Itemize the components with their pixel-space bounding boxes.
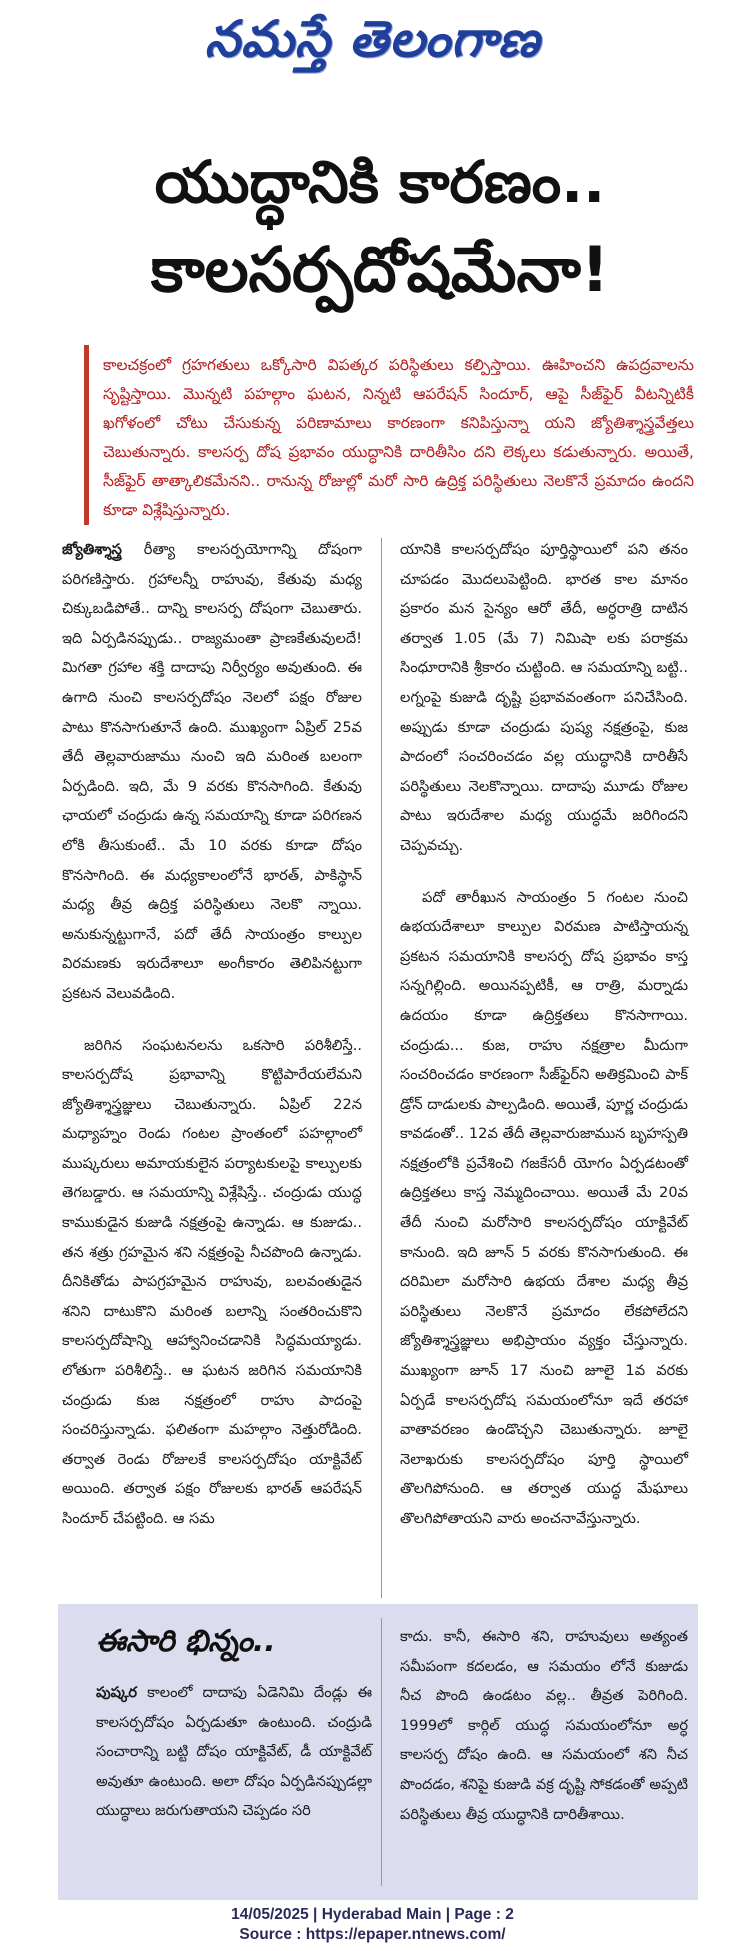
left-paragraph-1: [62, 535, 362, 1009]
box-left-body: కాలంలో దాదాపు ఏడెనిమి దేండ్లు ఈ కాలసర్పదోషం ఏర్పడుతూ ఉంటుంది. చంద్రుడి సంచారాన్ని బట్టి దోషం యాక్టివేట్, డీ యాక్టివేట్ అవుతూ ఉంటుంది. అలా దోషం ఏర్పడినప్పుడల్లా యుద్ధాలు జరుగుతాయని చెప్పడం సరి: [96, 1684, 372, 1820]
footer-date-edition: 14/05/2025 | Hyderabad Main | Page : 2: [231, 1906, 514, 1923]
lead-word: జ్యోతిశ్శాస్త్ర: [62, 541, 122, 558]
column-divider: [381, 538, 382, 1598]
footer-source: Source : https://epaper.ntnews.com/: [239, 1926, 506, 1943]
left-paragraph-2: జరిగిన సంఘటనలను ఒకసారి పరిశీలిస్తే.. కాలసర్పదోష ప్రభావాన్ని కొట్టిపారేయలేమని జ్యోతిశ్శాస్త్రజ్ఞులు చెబుతున్నారు. ఏప్రిల్ 22న మధ్యాహ్నం రెండు గంటల ప్రాంతంలో పహల్గాంలో ముష్కరులు అమాయకులైన పర్యాటకులపై కాల్పులకు తెగబడ్డారు. ఆ సమయాన్ని విశ్లేషిస్తే.. చంద్రుడు యుద్ధ కాముకుడైన కుజుడి నక్షత్రంపై ఉన్నాడు. ఆ కుజుడు.. తన శత్రు గ్రహమైన శని నక్షత్రంపై నీచపొంది ఉన్నాడు. దీనికితోడు పాపగ్రహమైన రాహువు, బలవంతుడైన శనిని దాటుకొని మరింత బలాన్ని సంతరించుకొని కాలసర్పదోషాన్ని ఆహ్వానించడానికి సిద్ధమయ్యాడు. లోతుగా పరిశీలిస్తే.. ఆ ఘటన జరిగిన సమయానికి చంద్రుడు కుజ నక్షత్రంలో రాహు పాదంపై సంచరిస్తున్నాడు. ఫలితంగా మహల్గాం నెత్తురోడింది. తర్వాత రెండు రోజులకే కాలసర్పదోషం యాక్టివేట్ అయింది. తర్వాత పక్షం రోజులకు భారత్ ఆపరేషన్ సిందూర్ చేపట్టింది. ఆ సమ: [62, 1036, 362, 1527]
intro-paragraph: కాలచక్రంలో గ్రహగతులు ఒక్కోసారి విపత్కర పరిస్థితులు కల్పిస్తాయి. ఊహించని ఉపద్రవాలను సృష్టిస్తాయి. మొన్నటి పహల్గాం ఘటన, నిన్నటి ఆపరేషన్ సిందూర్, ఆపై సీజ్‌ఫైర్ వీటన్నిటికీ ఖగోళంలో చోటు చేసుకున్న పరిణామాలు కారణంగా కనిపిస్తున్నా యని జ్యోతిశ్శాస్త్రవేత్తలు చెబుతున్నారు. కాలసర్ప దోష ప్రభావం యుద్ధానికి దారితీసిం దని లెక్కలు కడుతున్నారు. అయితే, సీజ్‌ఫైర్ తాత్కాలికమేనని.. రానున్న రోజుల్లో మరో సారి ఉద్రిక్త పరిస్థితులు నెలకొనే ప్రమాదం ఉందని కూడా విశ్లేషిస్తున్నారు.: [84, 345, 694, 525]
box-lead-word: పుష్కర: [96, 1684, 138, 1701]
headline-line-2: కాలసర్పదోషమేనా!: [150, 233, 610, 306]
newspaper-logo: నమస్తే తెలంగాణ: [204, 9, 541, 68]
footer: [0, 1905, 745, 1945]
headline: [60, 140, 700, 316]
right-paragraph-1: యానికి కాలసర్పదోషం పూర్తిస్థాయిలో పని తనం చూపడం మొదలుపెట్టింది. భారత కాల మానం ప్రకారం మన సైన్యం ఆరో తేదీ, అర్ధరాత్రి దాటిన తర్వాత 1.05 (మే 7) నిమిషా లకు పరాక్రమ సింధూరానికి శ్రీకారం చుట్టింది. ఆ సమయాన్ని బట్టి.. లగ్నంపై కుజుడి దృష్టి ప్రభావవంతంగా పనిచేసింది. అప్పుడు కూడా చంద్రుడు పుష్య నక్షత్రంపై, కుజ పాదంలో సంచరించడం వల్ల యుద్ధానికి దారితీసే పరిస్థితులు నెలకొన్నాయి. దాదాపు మూడు రోజుల పాటు ఇరుదేశాల మధ్య యుద్ధమే జరిగిందని చెప్పవచ్చు.: [400, 541, 688, 854]
right-paragraph-2: పదో తారీఖున సాయంత్రం 5 గంటల నుంచి ఉభయదేశాలూ కాల్పుల విరమణ పాటిస్తాయన్న ప్రకటన సమయానికి కాలసర్ప దోష ప్రభావం కాస్త సన్నగిల్లింది. అయినప్పటికీ, ఆ రాత్రి, మర్నాడు ఉదయం కూడా ఉద్రిక్తతలు కొనసాగాయి. చంద్రుడు... కుజ, రాహు నక్షత్రాల మీదుగా సంచరించడం కారణంగా సీజ్‌ఫైర్‌ని అతిక్రమించి పాక్ డ్రోన్ దాడులకు పాల్పడింది. అయితే, పూర్ణ చంద్రుడు కావడంతో.. 12వ తేదీ తెల్లవారుజామున బృహస్పతి నక్షత్రంలోకి ప్రవేశించి గజకేసరీ యోగం ఏర్పడటంతో ఉద్రిక్తతలు కాస్త నెమ్మదించాయి. అయితే మే 20వ తేదీ నుంచి మరోసారి కాలసర్పదోషం యాక్టివేట్ కానుంది. ఇది జూన్ 5 వరకు కొనసాగుతుంది. ఈ దరిమిలా మరోసారి ఉభయ దేశాల మధ్య తీవ్ర పరిస్థితులు నెలకొనే ప్రమాదం లేకపోలేదని జ్యోతిశ్శాస్త్రజ్ఞులు అభిప్రాయం వ్యక్తం చేస్తున్నారు. ముఖ్యంగా జూన్ 17 నుంచి జూలై 1వ వరకు ఏర్పడే కాలసర్పదోష సమయంలోనూ ఇదే తరహా వాతావరణం ఉండొచ్చని చెబుతున్నారు. జూలై నెలాఖరుకు కాలసర్పదోషం పూర్తి స్థాయిలో తొలగిపోనుంది. ఆ తర్వాత యుద్ధ మేఘాలు తొలగిపోతాయని వారు అంచనావేస్తున్నారు.: [400, 888, 688, 1527]
left-column: [62, 535, 362, 1556]
masthead: [0, 0, 745, 90]
left-paragraph-1-text: రీత్యా కాలసర్పయోగాన్ని దోషంగా పరిగణిస్తారు. గ్రహాలన్నీ రాహువు, కేతువు మధ్య చిక్కుబడిపోతే.. దాన్ని కాలసర్ప దోషంగా చెబుతారు. ఇది ఏర్పడినప్పుడు.. రాజ్యమంతా ప్రాణకేతువులదే! మిగతా గ్రహాల శక్తి దాదాపు నిర్వీర్యం అవుతుంది. ఈ ఉగాది నుంచి కాలసర్పదోషం నెలలో పక్షం రోజుల పాటు కొనసాగుతూనే ఉంది. ముఖ్యంగా ఏప్రిల్ 25వ తేదీ తెల్లవారుజాము నుంచి ఇది మరింత బలంగా ఏర్పడింది. ఇది, మే 9 వరకు కొనసాగింది. కేతువు ఛాయలో చంద్రుడు ఉన్న సమయాన్ని కూడా పరిగణన లోకి తీసుకుంటే.. మే 10 వరకు కూడా దోషం కొనసాగింది. ఈ మధ్యకాలంలోనే భారత్, పాకిస్థాన్ మధ్య తీవ్ర ఉద్రిక్త పరిస్థితులు నెలకొ న్నాయి. అనుకున్నట్టుగానే, పదో తేదీ సాయంత్రం కాల్పుల విరమణకు ఇరుదేశాలూ అంగీకారం తెలిపినట్టుగా ప్రకటన వెలువడింది.: [62, 541, 362, 1002]
box-title: ఈసారి భిన్నం..: [96, 1624, 276, 1659]
headline-line-1: యుద్ధానికి కారణం..: [154, 148, 606, 216]
right-column: [400, 535, 688, 1556]
box-left-text: [96, 1678, 372, 1826]
box-divider: [381, 1618, 382, 1886]
box-right-text: కాదు. కానీ, ఈసారి శని, రాహువులు అత్యంత సమీపంగా కదలడం, ఆ సమయం లోనే కుజుడు నీచ పొంది ఉండటం వల్ల.. తీవ్రత పెరిగింది. 1999లో కార్గిల్ యుద్ధ సమయంలోనూ అర్ధ కాలసర్ప దోషం ఉంది. ఆ సమయంలో శని నీచ పొందడం, శనిపై కుజుడి వక్ర దృష్టి సోకడంతో అప్పటి పరిస్థితులు తీవ్ర యుద్ధానికి దారితీశాయి.: [400, 1628, 688, 1823]
